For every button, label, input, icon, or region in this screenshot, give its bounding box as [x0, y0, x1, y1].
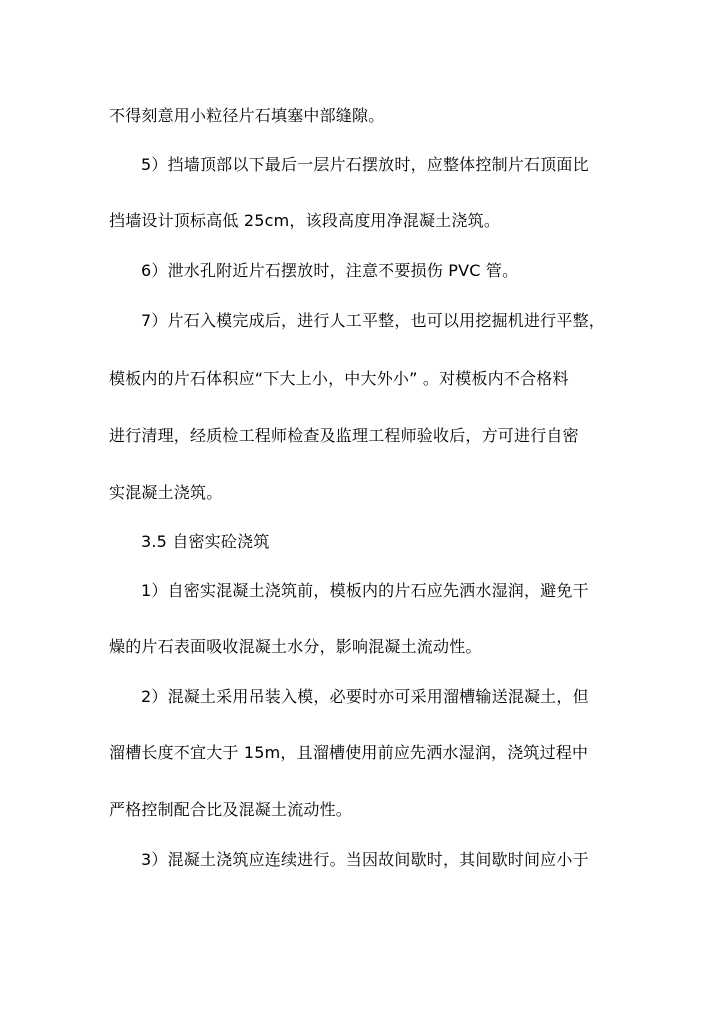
text-line: 6）泄水孔附近片石摆放时，注意不要损伤 PVC 管。 — [141, 261, 519, 280]
text-line: 3）混凝土浇筑应连续进行。当因故间歇时，其间歇时间应小于 — [141, 850, 589, 869]
text-line: 实混凝土浇筑。 — [109, 483, 223, 502]
text-line: 1）自密实混凝土浇筑前，模板内的片石应先洒水湿润，避免干 — [141, 581, 589, 600]
text-line: 模板内的片石体积应“下大上小，中大外小” 。对模板内不合格料 — [109, 369, 569, 388]
text-line: 溜槽长度不宜大于 15m，且溜槽使用前应先洒水湿润，浇筑过程中 — [109, 743, 589, 762]
section-heading: 3.5 自密实砼浇筑 — [141, 532, 270, 551]
text-line: 进行清理，经质检工程师检查及监理工程师验收后，方可进行自密 — [109, 426, 579, 445]
text-line: 7）片石入模完成后，进行人工平整，也可以用挖掘机进行平整， — [141, 311, 605, 330]
text-line: 严格控制配合比及混凝土流动性。 — [109, 800, 353, 819]
text-line: 2）混凝土采用吊装入模，必要时亦可采用溜槽输送混凝土，但 — [141, 687, 589, 706]
text-line: 挡墙设计顶标高低 25cm，该段高度用净混凝土浇筑。 — [109, 211, 501, 230]
text-line: 5）挡墙顶部以下最后一层片石摆放时，应整体控制片石顶面比 — [141, 155, 589, 174]
text-line: 不得刻意用小粒径片石填塞中部缝隙。 — [109, 106, 385, 125]
text-line: 燥的片石表面吸收混凝土水分，影响混凝土流动性。 — [109, 637, 482, 656]
